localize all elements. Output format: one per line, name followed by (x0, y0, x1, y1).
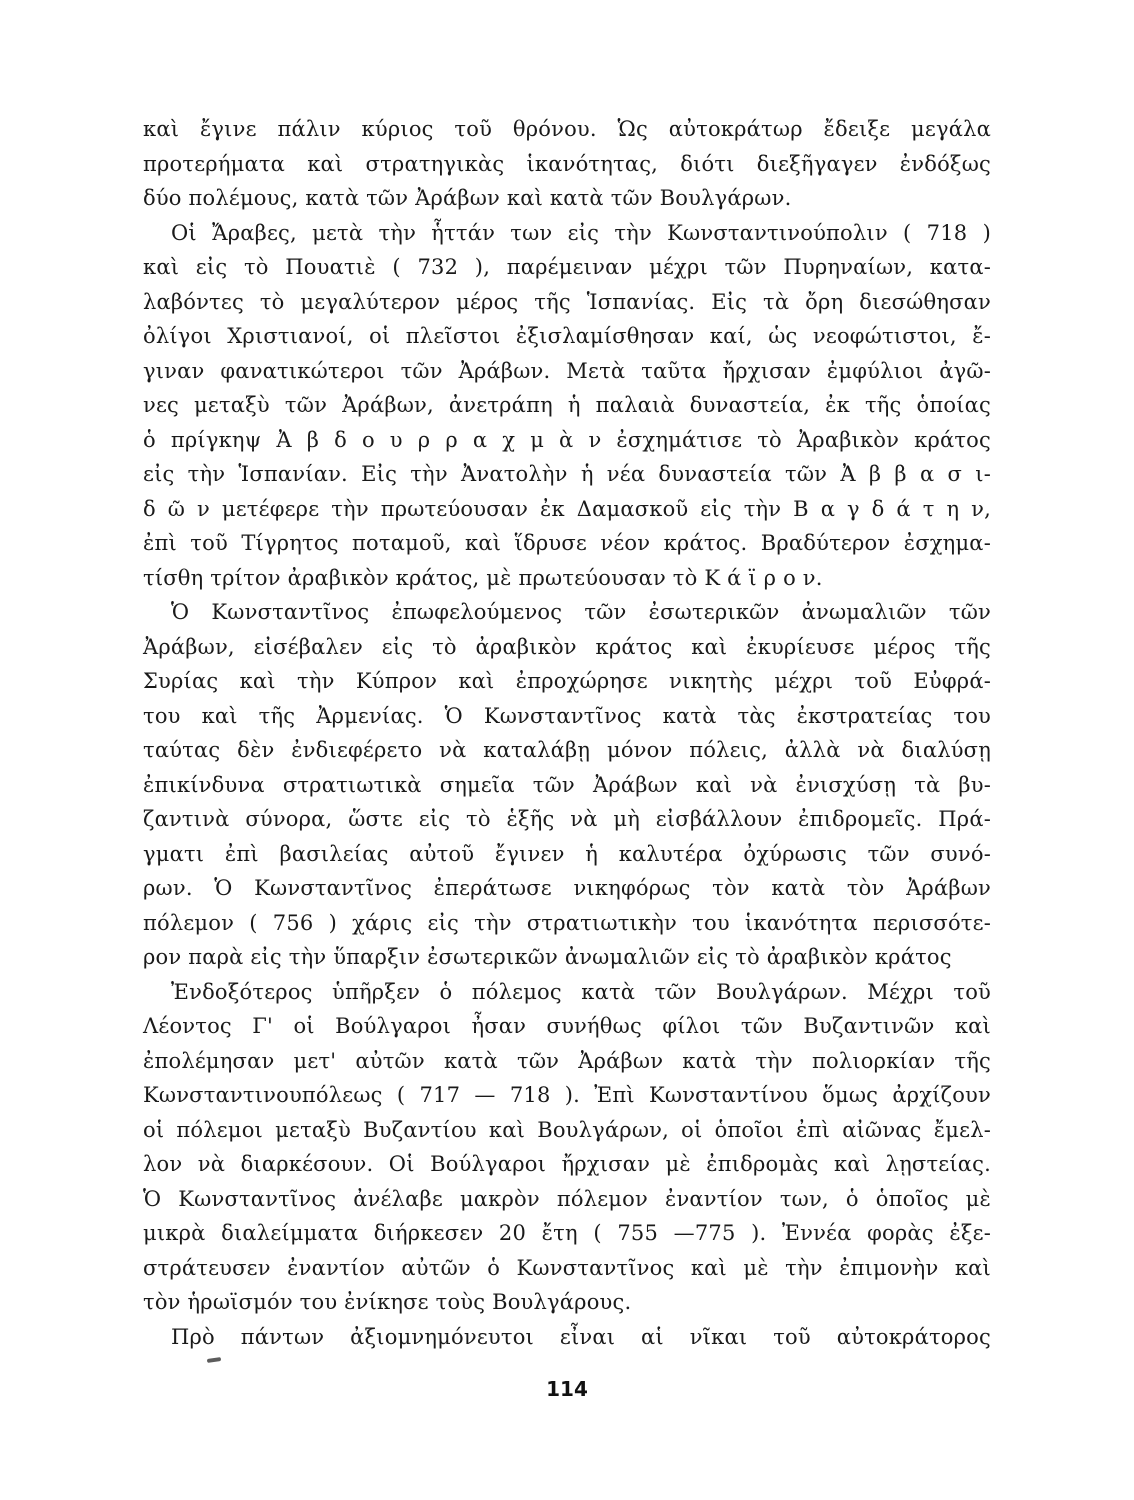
text-line: γματι ἐπὶ βασιλείας αὐτοῦ ἔγινεν ἡ καλυτέρα ὀχύρωσις τῶν συνό- (143, 841, 991, 866)
text-line: δ ῶ ν μετέφερε τὴν πρωτεύουσαν ἐκ Δαμασκοῦ εἰς τὴν Β α γ δ ά τ η ν, (143, 496, 991, 521)
text-line: Ὁ Κωνσταντῖνος ἐπωφελούμενος τῶν ἐσωτερικῶν ἀνωμαλιῶν τῶν (171, 600, 991, 624)
text-line: ρον παρὰ εἰς τὴν ὕπαρξιν ἐσωτερικῶν ἀνωμαλιῶν εἰς τὸ ἀραβικὸν κράτος (143, 945, 952, 969)
text-line: του καὶ τῆς Ἀρμενίας. Ὁ Κωνσταντῖνος κατὰ τὰς ἐκστρατείας του (143, 703, 991, 728)
text-line: ὀλίγοι Χριστιανοί, οἱ πλεῖστοι ἐξισλαμίσθησαν καί, ὡς νεοφώτιστοι, ἔ- (143, 324, 991, 348)
text-line: Κωνσταντινουπόλεως ( 717 — 718 ). Ἐπὶ Κωνσταντίνου ὅμως ἀρχίζουν (143, 1083, 991, 1107)
text-line: νες μεταξὺ τῶν Ἀράβων, ἀνετράπη ἡ παλαιὰ δυναστεία, ἐκ τῆς ὁποίας (143, 393, 991, 417)
text-line: Λέοντος Γ' οἱ Βούλγαροι ἦσαν συνήθως φίλοι τῶν Βυζαντινῶν καὶ (143, 1014, 991, 1038)
text-line: ἐπὶ τοῦ Τίγρητος ποταμοῦ, καὶ ἵδρυσε νέον κράτος. Βραδύτερον ἐσχημα- (143, 531, 991, 555)
text-line: εἰς τὴν Ἱσπανίαν. Εἰς τὴν Ἀνατολὴν ἡ νέα δυναστεία τῶν Ἀ β β α σ ι- (143, 462, 991, 486)
text-line: τὸν ἡρωϊσμόν του ἐνίκησε τοὺς Βουλγάρους. (143, 1290, 632, 1314)
text-line: πόλεμον ( 756 ) χάρις εἰς τὴν στρατιωτικὴν του ἱκανότητα περισσότε- (143, 910, 991, 935)
page-number: 114 (546, 1377, 588, 1401)
text-line: προτερήματα καὶ στρατηγικὰς ἱκανότητας, διότι διεξῆγαγεν ἐνδόξως (143, 151, 991, 176)
text-line: στράτευσεν ἐναντίον αὐτῶν ὁ Κωνσταντῖνος καὶ μὲ τὴν ἐπιμονὴν καὶ (143, 1255, 991, 1280)
text-line: λον νὰ διαρκέσουν. Οἱ Βούλγαροι ἤρχισαν μὲ ἐπιδρομὰς καὶ λῃστείας. (143, 1152, 991, 1176)
text-line: Ὁ Κωνσταντῖνος ἀνέλαβε μακρὸν πόλεμον ἐναντίον των, ὁ ὁποῖος μὲ (143, 1186, 991, 1211)
text-line: γιναν φανατικώτεροι τῶν Ἀράβων. Μετὰ ταῦτα ἤρχισαν ἐμφύλιοι ἀγῶ- (143, 358, 991, 383)
body-text (143, 112, 991, 1354)
text-line: ὁ πρίγκηψ Ἀ β δ ο υ ρ ρ α χ μ ὰ ν ἐσχημάτισε τὸ Ἀραβικὸν κράτος (143, 427, 991, 452)
text-line: Οἱ Ἄραβες, μετὰ τὴν ἧττάν των εἰς τὴν Κωνσταντινούπολιν ( 718 ) (171, 220, 991, 245)
text-line: Συρίας καὶ τὴν Κύπρον καὶ ἐπροχώρησε νικητὴς μέχρι τοῦ Εὐφρά- (143, 669, 991, 693)
text-line: ρων. Ὁ Κωνσταντῖνος ἐπεράτωσε νικηφόρως τὸν κατὰ τὸν Ἀράβων (143, 876, 991, 900)
text-line: ταύτας δὲν ἐνδιεφέρετο νὰ καταλάβῃ μόνον πόλεις, ἀλλὰ νὰ διαλύσῃ (143, 738, 991, 762)
text-line: Ἀράβων, εἰσέβαλεν εἰς τὸ ἀραβικὸν κράτος καὶ ἐκυρίευσε μέρος τῆς (143, 634, 991, 659)
text-line: τίσθη τρίτον ἀραβικὸν κράτος, μὲ πρωτεύουσαν τὸ Κ ά ϊ ρ ο ν. (143, 565, 823, 590)
text-line: Πρὸ πάντων ἀξιομνημόνευτοι εἶναι αἱ νῖκαι τοῦ αὐτοκράτορος (171, 1324, 991, 1349)
text-line: μικρὰ διαλείμματα διήρκεσεν 20 ἔτη ( 755 —775 ). Ἐννέα φορὰς ἐξε- (143, 1221, 991, 1245)
ink-speck (207, 1357, 221, 1363)
text-line: δύο πολέμους, κατὰ τῶν Ἀράβων καὶ κατὰ τῶν Βουλγάρων. (143, 186, 792, 210)
text-line: ἐπικίνδυνα στρατιωτικὰ σημεῖα τῶν Ἀράβων καὶ νὰ ἐνισχύσῃ τὰ βυ- (143, 772, 991, 797)
text-line: Ἐνδοξότερος ὑπῆρξεν ὁ πόλεμος κατὰ τῶν Βουλγάρων. Μέχρι τοῦ (171, 979, 991, 1004)
text-line: ἐπολέμησαν μετ' αὐτῶν κατὰ τῶν Ἀράβων κατὰ τὴν πολιορκίαν τῆς (143, 1048, 991, 1073)
text-line: λαβόντες τὸ μεγαλύτερον μέρος τῆς Ἱσπανίας. Εἰς τὰ ὄρη διεσώθησαν (143, 289, 991, 314)
text-line: καὶ ἔγινε πάλιν κύριος τοῦ θρόνου. Ὡς αὐτοκράτωρ ἔδειξε μεγάλα (143, 117, 991, 141)
text-line: οἱ πόλεμοι μεταξὺ Βυζαντίου καὶ Βουλγάρων, οἱ ὁποῖοι ἐπὶ αἰῶνας ἔμελ- (143, 1117, 991, 1142)
text-line: ζαντινὰ σύνορα, ὥστε εἰς τὸ ἑξῆς νὰ μὴ εἰσβάλλουν ἐπιδρομεῖς. Πρά- (143, 807, 991, 831)
text-line: καὶ εἰς τὸ Πουατιὲ ( 732 ), παρέμειναν μέχρι τῶν Πυρηναίων, κατα- (143, 255, 991, 279)
